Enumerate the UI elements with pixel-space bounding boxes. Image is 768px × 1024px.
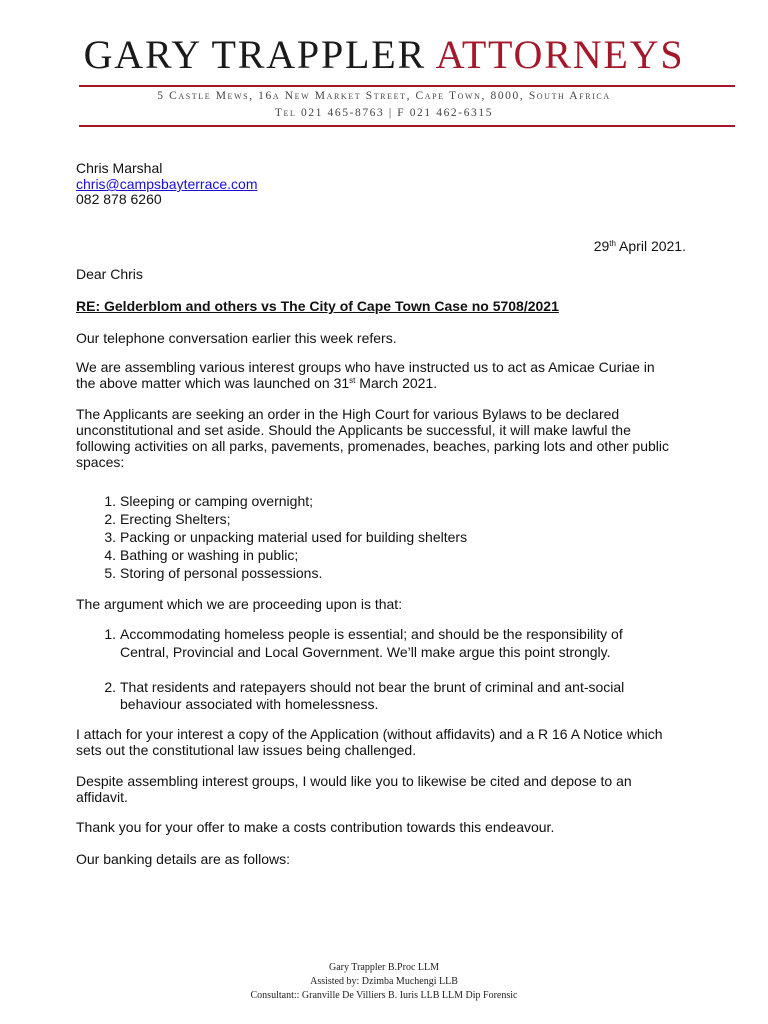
- paragraph-6-line: affidavit.: [76, 789, 128, 805]
- firm-name: [0, 33, 768, 77]
- recipient-email[interactable]: [76, 176, 258, 192]
- letterhead-rule-top: [79, 85, 735, 87]
- recipient-phone: 082 878 6260: [76, 191, 162, 207]
- paragraph-3-line: following activities on all parks, pavements, promenades, beaches, parking lots and other public: [76, 438, 669, 454]
- footer-line-3: Consultant:: Granville De Villiers B. Iuris LLB LLM Dip Forensic: [250, 990, 518, 1001]
- paragraph-2-text: the above matter which was launched on 31: [76, 375, 350, 391]
- list-item-number: 2.: [104, 679, 116, 695]
- paragraph-3-line: spaces:: [76, 454, 125, 470]
- recipient-name: Chris Marshal: [76, 160, 163, 176]
- list-item-text: Erecting Shelters;: [120, 511, 231, 527]
- list-item-number: 4.: [104, 547, 116, 563]
- paragraph-3-line: unconstitutional and set aside. Should the Applicants be successful, it will make lawful the: [76, 422, 631, 438]
- letterhead-rule-bottom: [79, 125, 735, 127]
- salutation: Dear Chris: [76, 266, 143, 282]
- list-item-text: Packing or unpacking material used for building shelters: [120, 529, 468, 545]
- date-rest: April 2021.: [615, 238, 686, 254]
- list-item-text: Bathing or washing in public;: [120, 547, 299, 563]
- list-item-number: 3.: [104, 529, 116, 545]
- subject-line: RE: Gelderblom and others vs The City of Cape Town Case no 5708/2021: [76, 298, 559, 314]
- paragraph-2-text-end: March 2021.: [355, 375, 438, 391]
- footer-line-2: Assisted by: Dzimba Muchengi LLB: [310, 976, 458, 987]
- list-item-text: behaviour associated with homelessness.: [120, 696, 379, 712]
- list-item-text: Accommodating homeless people is essential; and should be the responsibility of: [120, 626, 623, 642]
- date-suffix: th: [609, 239, 616, 248]
- list-item-number: 1.: [104, 493, 116, 509]
- activities-list: [96, 492, 596, 584]
- date-day: 29: [593, 238, 610, 254]
- paragraph-2: [76, 359, 696, 391]
- paragraph-2-line-2: [76, 375, 696, 391]
- list-item-text: Central, Provincial and Local Government. We’ll make argue this point strongly.: [120, 644, 611, 660]
- letter-date: [594, 238, 686, 254]
- paragraph-3-line: The Applicants are seeking an order in the High Court for various Bylaws to be declared: [76, 406, 620, 422]
- paragraph-5: [76, 726, 696, 758]
- firm-name-accent: ATTORNEYS: [435, 32, 685, 77]
- list-item-text: Storing of personal possessions.: [120, 565, 323, 581]
- footer-line-1: Gary Trappler B.Proc LLM: [329, 962, 439, 973]
- paragraph-2-sup: st: [349, 376, 356, 385]
- paragraph-7: Thank you for your offer to make a costs contribution towards this endeavour.: [76, 819, 555, 835]
- paragraph-4: The argument which we are proceeding upon is that:: [76, 596, 403, 612]
- firm-phones: Tel 021 465-8763 | F 021 462-6315: [274, 107, 494, 119]
- paragraph-6-line: Despite assembling interest groups, I would like you to likewise be cited and depose to an: [76, 773, 632, 789]
- list-item-text: That residents and ratepayers should not bear the brunt of criminal and ant-social: [120, 679, 625, 695]
- arguments-list: [96, 625, 656, 715]
- paragraph-2-line-1: We are assembling various interest groups who have instructed us to act as Amicae Curiae in: [76, 359, 655, 375]
- paragraph-1: Our telephone conversation earlier this week refers.: [76, 330, 397, 346]
- paragraph-5-line: sets out the constitutional law issues being challenged.: [76, 742, 417, 758]
- firm-address: 5 Castle Mews, 16a New Market Street, Cape Town, 8000, South Africa: [157, 90, 611, 102]
- list-item-number: 1.: [104, 626, 116, 642]
- firm-name-main: GARY TRAPPLER: [83, 32, 426, 77]
- paragraph-8: Our banking details are as follows:: [76, 851, 290, 867]
- list-item-number: 5.: [104, 565, 116, 581]
- list-item-text: Sleeping or camping overnight;: [120, 493, 314, 509]
- paragraph-5-line: I attach for your interest a copy of the Application (without affidavits) and a R 16 A Notice which: [76, 726, 663, 742]
- paragraph-6: [76, 773, 696, 805]
- recipient-email-link[interactable]: chris@campsbayterrace.com: [76, 176, 258, 192]
- paragraph-3: [76, 406, 696, 470]
- list-item-number: 2.: [104, 511, 116, 527]
